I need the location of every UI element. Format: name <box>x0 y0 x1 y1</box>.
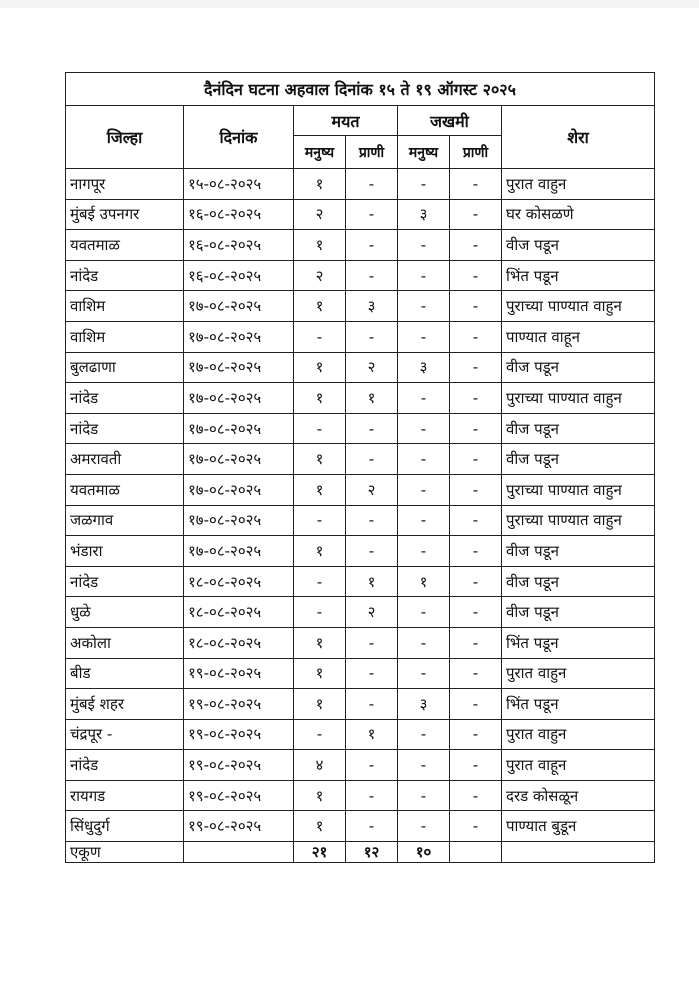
cell-date: १९-०८-२०२५ <box>184 811 294 842</box>
cell-deaths-animal: - <box>346 536 398 567</box>
cell-injured-human: - <box>398 169 450 200</box>
cell-deaths-animal: - <box>346 505 398 536</box>
cell-deaths-animal: १ <box>346 383 398 414</box>
cell-remark: पुराच्या पाण्यात वाहुन <box>502 474 655 505</box>
cell-injured-human: ३ <box>398 199 450 230</box>
cell-district: सिंधुदुर्ग <box>66 811 184 842</box>
cell-district: नांदेड <box>66 566 184 597</box>
cell-remark: भिंत पडून <box>502 627 655 658</box>
cell-deaths-animal: २ <box>346 352 398 383</box>
cell-district: नांदेड <box>66 260 184 291</box>
cell-deaths-human: - <box>294 505 346 536</box>
cell-remark: वीज पडून <box>502 597 655 628</box>
cell-remark: वीज पडून <box>502 444 655 475</box>
header-district: जिल्हा <box>66 106 184 169</box>
cell-deaths-animal: - <box>346 689 398 720</box>
cell-deaths-human: १ <box>294 627 346 658</box>
cell-district: अमरावती <box>66 444 184 475</box>
cell-injured-animal: - <box>450 444 502 475</box>
cell-deaths-human: १ <box>294 169 346 200</box>
cell-remark: पुराच्या पाण्यात वाहुन <box>502 505 655 536</box>
cell-injured-human: - <box>398 811 450 842</box>
cell-deaths-human: १ <box>294 474 346 505</box>
total-row <box>66 842 655 863</box>
table-row <box>66 413 655 444</box>
cell-injured-human: - <box>398 750 450 781</box>
cell-injured-human: - <box>398 444 450 475</box>
cell-deaths-animal: - <box>346 413 398 444</box>
cell-district: नांदेड <box>66 413 184 444</box>
cell-deaths-human: १ <box>294 811 346 842</box>
cell-district: वाशिम <box>66 291 184 322</box>
cell-deaths-animal: - <box>346 230 398 261</box>
header-deaths-animal: प्राणी <box>346 136 398 169</box>
cell-injured-human: - <box>398 597 450 628</box>
cell-remark: पुरात वाहून <box>502 750 655 781</box>
cell-deaths-human: १ <box>294 230 346 261</box>
table-row <box>66 750 655 781</box>
cell-deaths-human: १ <box>294 780 346 811</box>
cell-injured-human: - <box>398 383 450 414</box>
cell-deaths-animal: - <box>346 780 398 811</box>
total-deaths-animal: १२ <box>346 842 398 863</box>
cell-remark: वीज पडून <box>502 566 655 597</box>
total-label: एकूण <box>66 842 184 863</box>
cell-deaths-animal: १ <box>346 566 398 597</box>
cell-remark: भिंत पडून <box>502 689 655 720</box>
cell-remark: पुरात वाहुन <box>502 169 655 200</box>
cell-district: मुंबई शहर <box>66 689 184 720</box>
cell-deaths-human: - <box>294 566 346 597</box>
cell-injured-animal: - <box>450 199 502 230</box>
cell-injured-human: ३ <box>398 689 450 720</box>
table-row <box>66 444 655 475</box>
cell-deaths-human: - <box>294 321 346 352</box>
cell-date: १९-०८-२०२५ <box>184 658 294 689</box>
cell-date: १७-०८-२०२५ <box>184 536 294 567</box>
cell-injured-animal: - <box>450 230 502 261</box>
cell-date: १७-०८-२०२५ <box>184 383 294 414</box>
table-body <box>66 169 655 842</box>
cell-date: १७-०८-२०२५ <box>184 474 294 505</box>
header-deaths: मयत <box>294 106 398 136</box>
table-row <box>66 780 655 811</box>
header-date: दिनांक <box>184 106 294 169</box>
cell-injured-animal: - <box>450 321 502 352</box>
cell-remark: वीज पडून <box>502 352 655 383</box>
cell-injured-animal: - <box>450 169 502 200</box>
cell-district: धुळे <box>66 597 184 628</box>
cell-injured-human: ३ <box>398 352 450 383</box>
cell-injured-human: - <box>398 474 450 505</box>
total-date-cell <box>184 842 294 863</box>
cell-deaths-animal: २ <box>346 474 398 505</box>
cell-injured-human: १ <box>398 566 450 597</box>
cell-deaths-human: १ <box>294 444 346 475</box>
cell-injured-human: - <box>398 413 450 444</box>
cell-date: १७-०८-२०२५ <box>184 505 294 536</box>
cell-deaths-animal: - <box>346 169 398 200</box>
cell-remark: वीज पडून <box>502 413 655 444</box>
cell-remark: वीज पडून <box>502 230 655 261</box>
total-remarks <box>502 842 655 863</box>
cell-deaths-animal: - <box>346 811 398 842</box>
cell-injured-animal: - <box>450 689 502 720</box>
cell-deaths-animal: - <box>346 750 398 781</box>
table-row <box>66 474 655 505</box>
cell-district: नांदेड <box>66 750 184 781</box>
cell-district: नागपूर <box>66 169 184 200</box>
cell-remark: वीज पडून <box>502 536 655 567</box>
cell-district: वाशिम <box>66 321 184 352</box>
cell-remark: पुराच्या पाण्यात वाहुन <box>502 291 655 322</box>
cell-district: भंडारा <box>66 536 184 567</box>
table-row <box>66 658 655 689</box>
table-row <box>66 199 655 230</box>
cell-injured-human: - <box>398 505 450 536</box>
cell-injured-animal: - <box>450 505 502 536</box>
cell-injured-animal: - <box>450 352 502 383</box>
cell-injured-human: - <box>398 780 450 811</box>
total-injured-human: १० <box>398 842 450 863</box>
incident-report-table <box>65 72 655 863</box>
table-row <box>66 505 655 536</box>
cell-district: यवतमाळ <box>66 474 184 505</box>
cell-deaths-human: ४ <box>294 750 346 781</box>
cell-injured-animal: - <box>450 597 502 628</box>
cell-date: १८-०८-२०२५ <box>184 627 294 658</box>
cell-deaths-animal: - <box>346 658 398 689</box>
cell-remark: पाण्यात बुडून <box>502 811 655 842</box>
table-row <box>66 627 655 658</box>
table-row <box>66 321 655 352</box>
cell-deaths-human: १ <box>294 658 346 689</box>
cell-deaths-animal: - <box>346 199 398 230</box>
total-injured-animal <box>450 842 502 863</box>
cell-date: १९-०८-२०२५ <box>184 780 294 811</box>
cell-deaths-human: १ <box>294 352 346 383</box>
cell-date: १६-०८-२०२५ <box>184 260 294 291</box>
cell-injured-human: - <box>398 658 450 689</box>
cell-injured-human: - <box>398 321 450 352</box>
cell-deaths-human: - <box>294 597 346 628</box>
cell-deaths-human: १ <box>294 291 346 322</box>
cell-injured-animal: - <box>450 719 502 750</box>
table-row <box>66 352 655 383</box>
cell-injured-animal: - <box>450 260 502 291</box>
cell-deaths-human: २ <box>294 199 346 230</box>
cell-remark: पुरात वाहुन <box>502 658 655 689</box>
cell-date: १७-०८-२०२५ <box>184 444 294 475</box>
cell-injured-human: - <box>398 627 450 658</box>
cell-date: १६-०८-२०२५ <box>184 230 294 261</box>
header-remarks: शेरा <box>502 106 655 169</box>
report-title: दैनंदिन घटना अहवाल दिनांक १५ ते १९ ऑगस्ट २०२५ <box>66 73 655 106</box>
cell-deaths-animal: - <box>346 321 398 352</box>
cell-injured-animal: - <box>450 383 502 414</box>
cell-injured-animal: - <box>450 536 502 567</box>
cell-injured-animal: - <box>450 566 502 597</box>
cell-injured-human: - <box>398 291 450 322</box>
table-row <box>66 719 655 750</box>
cell-deaths-animal: - <box>346 260 398 291</box>
table-row <box>66 536 655 567</box>
cell-injured-animal: - <box>450 413 502 444</box>
cell-date: १७-०८-२०२५ <box>184 352 294 383</box>
cell-injured-human: - <box>398 260 450 291</box>
cell-remark: भिंत पडून <box>502 260 655 291</box>
header-injured-human: मनुष्य <box>398 136 450 169</box>
table-row <box>66 689 655 720</box>
header-deaths-human: मनुष्य <box>294 136 346 169</box>
cell-date: १७-०८-२०२५ <box>184 413 294 444</box>
table-row <box>66 383 655 414</box>
cell-deaths-animal: - <box>346 444 398 475</box>
cell-district: रायगड <box>66 780 184 811</box>
cell-remark: पाण्यात वाहून <box>502 321 655 352</box>
cell-deaths-animal: - <box>346 627 398 658</box>
cell-deaths-human: १ <box>294 383 346 414</box>
cell-date: १७-०८-२०२५ <box>184 291 294 322</box>
cell-injured-animal: - <box>450 291 502 322</box>
cell-injured-animal: - <box>450 811 502 842</box>
cell-remark: दरड कोसळून <box>502 780 655 811</box>
table-row <box>66 230 655 261</box>
cell-district: यवतमाळ <box>66 230 184 261</box>
cell-deaths-human: २ <box>294 260 346 291</box>
table-row <box>66 260 655 291</box>
table-row <box>66 291 655 322</box>
cell-injured-human: - <box>398 719 450 750</box>
cell-injured-human: - <box>398 536 450 567</box>
cell-remark: घर कोसळणे <box>502 199 655 230</box>
cell-injured-animal: - <box>450 780 502 811</box>
cell-district: जळगाव <box>66 505 184 536</box>
top-band <box>0 0 699 8</box>
table-row <box>66 169 655 200</box>
cell-date: १९-०८-२०२५ <box>184 750 294 781</box>
cell-remark: पुराच्या पाण्यात वाहुन <box>502 383 655 414</box>
cell-deaths-human: - <box>294 413 346 444</box>
cell-injured-animal: - <box>450 474 502 505</box>
cell-district: नांदेड <box>66 383 184 414</box>
header-injured: जखमी <box>398 106 502 136</box>
cell-district: बुलढाणा <box>66 352 184 383</box>
table-row <box>66 811 655 842</box>
cell-injured-animal: - <box>450 750 502 781</box>
cell-injured-animal: - <box>450 658 502 689</box>
cell-date: १९-०८-२०२५ <box>184 689 294 720</box>
header-injured-animal: प्राणी <box>450 136 502 169</box>
cell-deaths-human: १ <box>294 689 346 720</box>
cell-injured-animal: - <box>450 627 502 658</box>
cell-date: १६-०८-२०२५ <box>184 199 294 230</box>
cell-district: मुंबई उपनगर <box>66 199 184 230</box>
cell-date: १८-०८-२०२५ <box>184 566 294 597</box>
cell-injured-human: - <box>398 230 450 261</box>
cell-deaths-animal: ३ <box>346 291 398 322</box>
cell-date: १८-०८-२०२५ <box>184 597 294 628</box>
cell-deaths-human: - <box>294 719 346 750</box>
cell-date: १७-०८-२०२५ <box>184 321 294 352</box>
cell-date: १९-०८-२०२५ <box>184 719 294 750</box>
cell-district: बीड <box>66 658 184 689</box>
table-row <box>66 597 655 628</box>
total-deaths-human: २१ <box>294 842 346 863</box>
table-row <box>66 566 655 597</box>
cell-deaths-animal: २ <box>346 597 398 628</box>
cell-district: अकोला <box>66 627 184 658</box>
cell-deaths-human: १ <box>294 536 346 567</box>
cell-deaths-animal: १ <box>346 719 398 750</box>
cell-date: १५-०८-२०२५ <box>184 169 294 200</box>
cell-remark: पुरात वाहुन <box>502 719 655 750</box>
cell-district: चंद्रपूर - <box>66 719 184 750</box>
